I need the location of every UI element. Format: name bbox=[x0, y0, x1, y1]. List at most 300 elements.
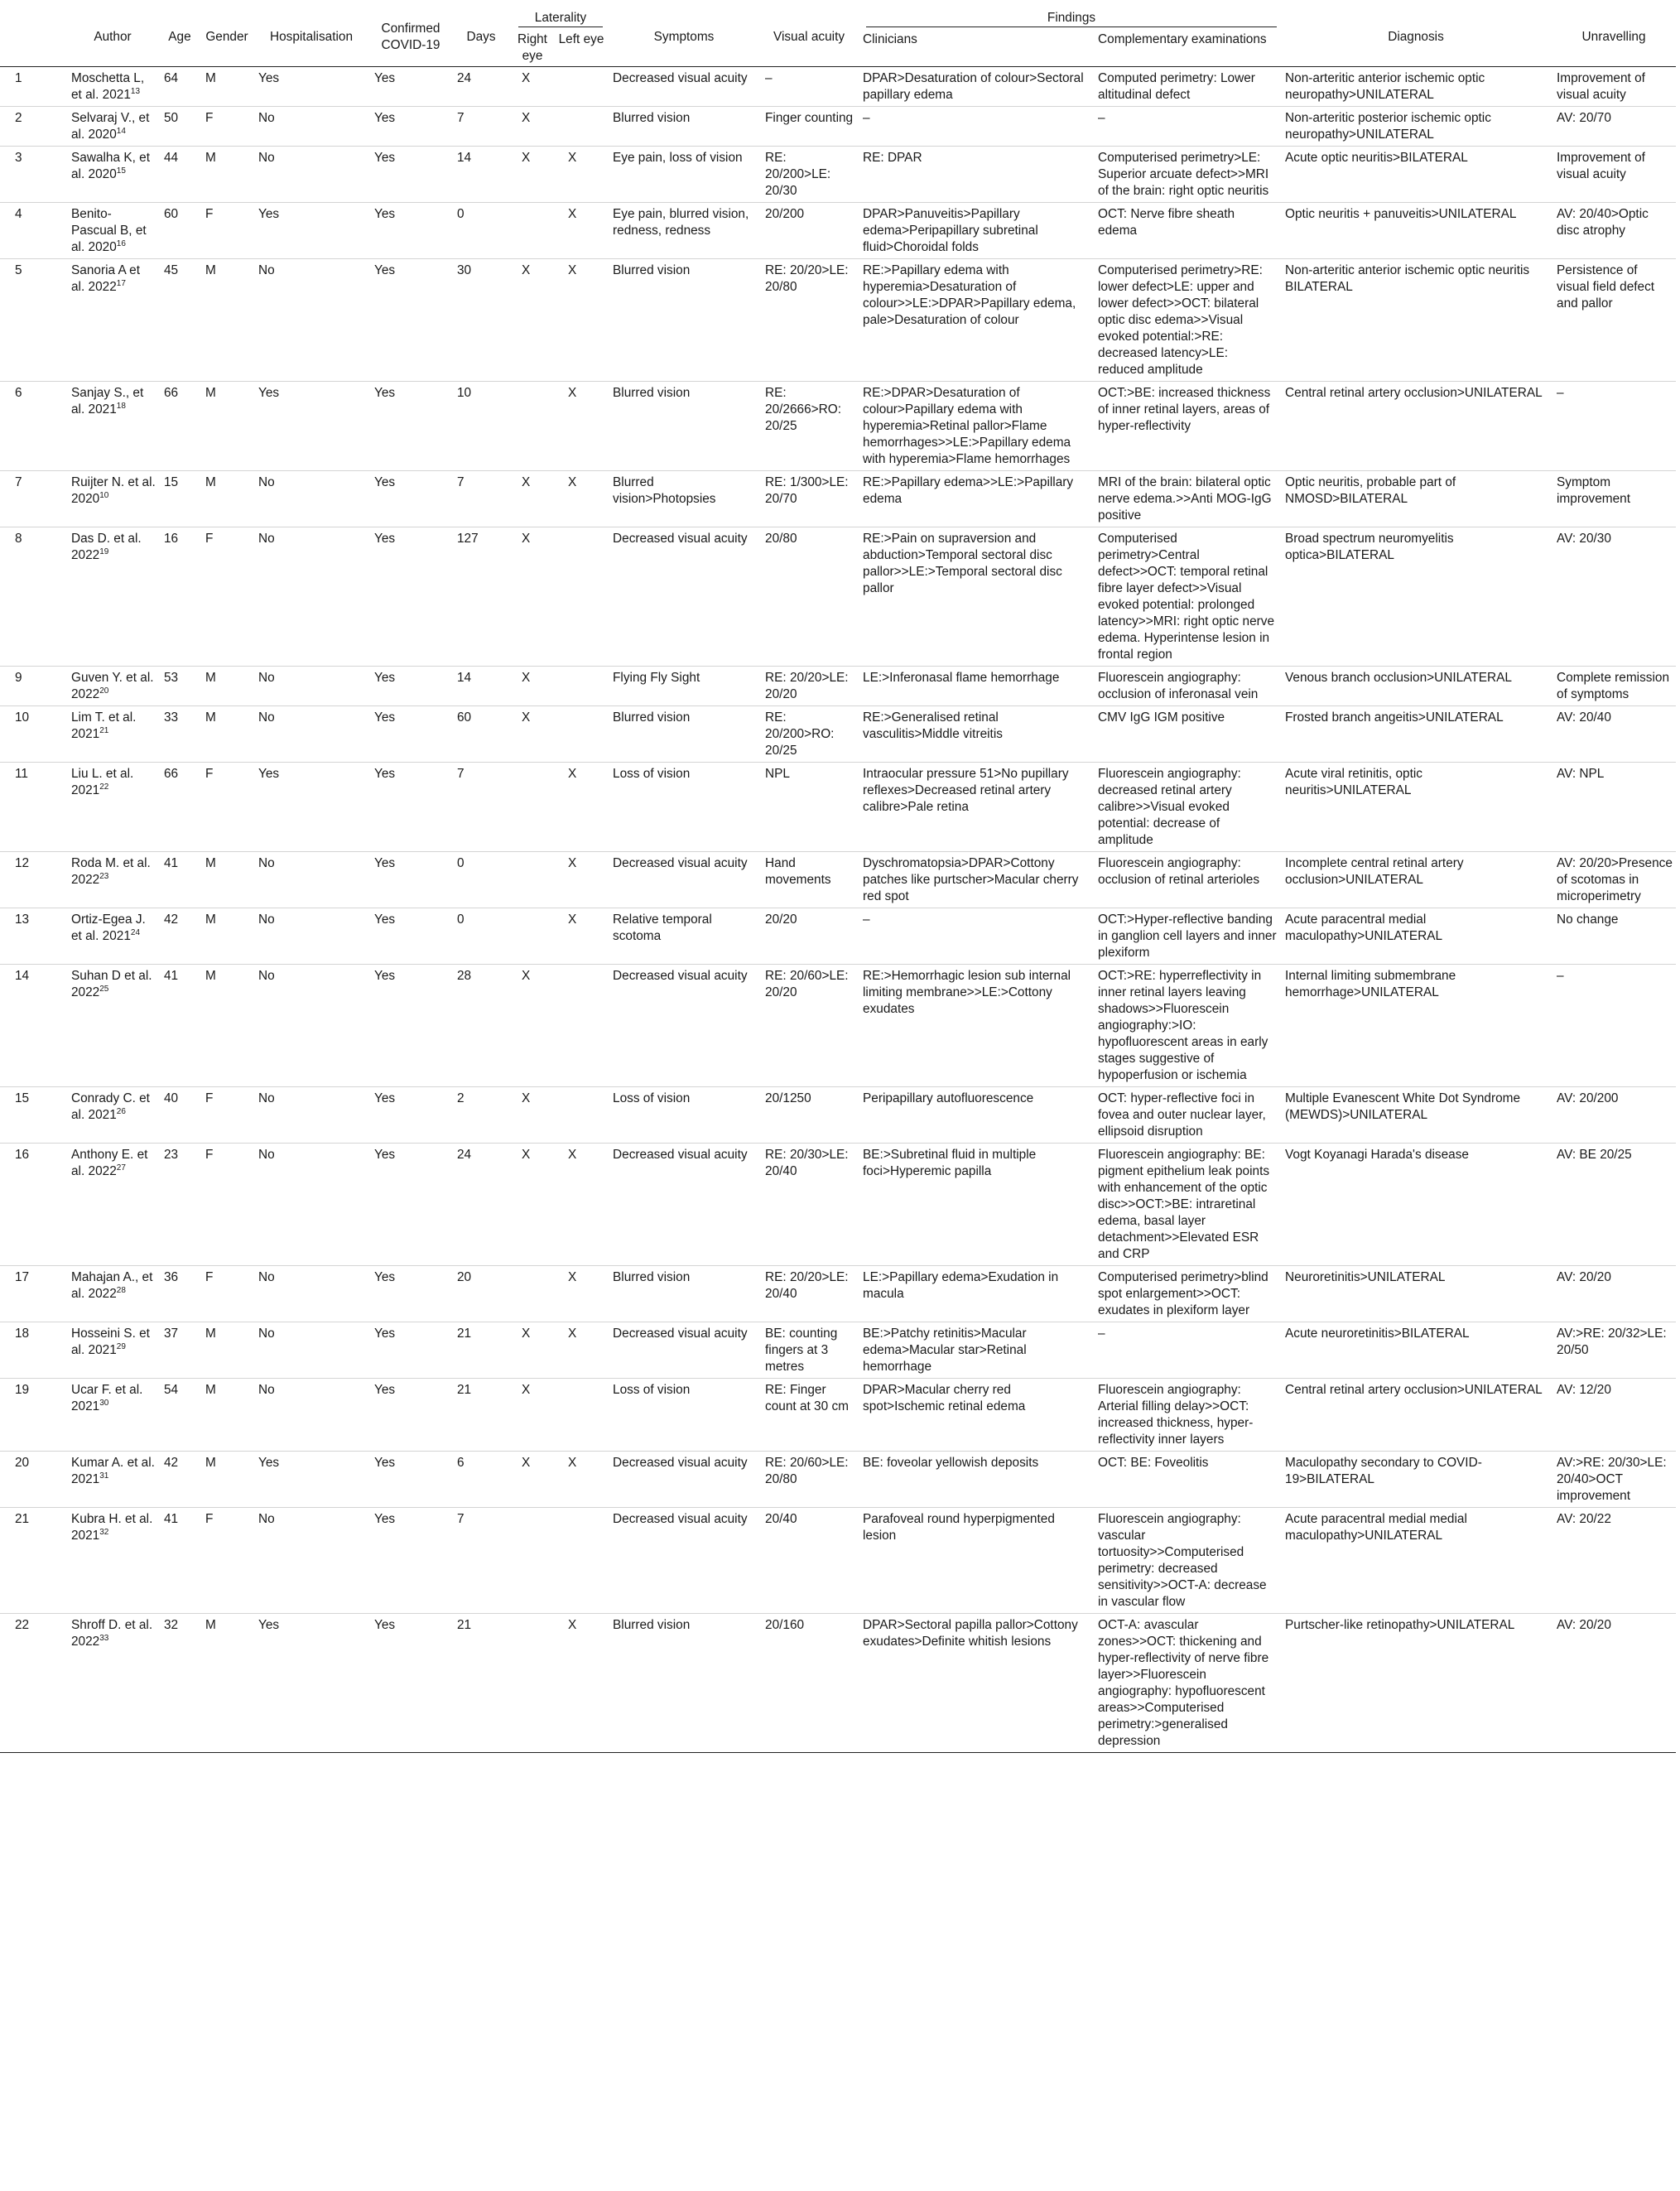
clinicians-cell: DPAR>Macular cherry red spot>Ischemic retinal edema bbox=[863, 1383, 1026, 1413]
right-eye-cell bbox=[510, 1087, 556, 1144]
table-row bbox=[0, 1379, 1676, 1452]
days-cell: 7 bbox=[457, 111, 465, 125]
left-eye-cell bbox=[556, 908, 608, 965]
row-number: 17 bbox=[15, 1270, 30, 1284]
hospitalisation-cell: No bbox=[258, 1512, 275, 1526]
days-cell: 28 bbox=[457, 969, 472, 983]
left-eye-cell bbox=[556, 1322, 608, 1379]
visual-acuity-cell: 20/200 bbox=[765, 207, 805, 221]
confirmed-covid-cell: Yes bbox=[374, 1270, 396, 1284]
right-eye-cell bbox=[510, 965, 556, 1087]
row-number: 3 bbox=[15, 151, 22, 165]
unravelling-cell: Persistence of visual field defect and pallor bbox=[1557, 263, 1655, 311]
confirmed-covid-cell: Yes bbox=[374, 1618, 396, 1632]
days-cell: 20 bbox=[457, 1270, 472, 1284]
header-symptoms: Symptoms bbox=[653, 30, 715, 44]
table-header bbox=[0, 8, 1676, 67]
diagnosis-cell: Central retinal artery occlusion>UNILATERAL bbox=[1285, 386, 1543, 400]
right-eye-cell bbox=[510, 147, 556, 203]
unravelling-cell: AV: 20/22 bbox=[1557, 1512, 1611, 1526]
age-cell: 42 bbox=[164, 1456, 179, 1470]
visual-acuity-cell: RE: Finger count at 30 cm bbox=[765, 1383, 849, 1413]
symptoms-cell: Loss of vision bbox=[613, 1383, 691, 1397]
diagnosis-cell: Optic neuritis + panuveitis>UNILATERAL bbox=[1285, 207, 1517, 221]
symptoms-cell: Eye pain, loss of vision bbox=[613, 151, 743, 165]
symptoms-cell: Eye pain, blurred vision, redness, redness bbox=[613, 207, 749, 238]
unravelling-cell: Improvement of visual acuity bbox=[1557, 151, 1645, 181]
header-right-eye: Right eye bbox=[517, 32, 547, 63]
confirmed-covid-cell: Yes bbox=[374, 710, 396, 725]
table-row bbox=[0, 203, 1676, 259]
reference-number: 21 bbox=[99, 725, 109, 735]
left-eye-cell bbox=[556, 1144, 608, 1266]
confirmed-covid-cell: Yes bbox=[374, 532, 396, 546]
visual-acuity-cell: RE: 20/60>LE: 20/20 bbox=[765, 969, 849, 999]
symptoms-cell: Decreased visual acuity bbox=[613, 71, 748, 85]
unravelling-cell: AV: 20/40>Optic disc atrophy bbox=[1557, 207, 1649, 238]
unravelling-cell: AV: BE 20/25 bbox=[1557, 1148, 1632, 1162]
clinicians-cell: RE:>Hemorrhagic lesion sub internal limiting membrane>>LE:>Cottony exudates bbox=[863, 969, 1071, 1016]
hospitalisation-cell: No bbox=[258, 1091, 275, 1105]
author-cell bbox=[66, 382, 159, 471]
hospitalisation-cell: No bbox=[258, 1270, 275, 1284]
age-cell: 32 bbox=[164, 1618, 179, 1632]
table-row bbox=[0, 1144, 1676, 1266]
hospitalisation-cell: No bbox=[258, 475, 275, 489]
diagnosis-cell: Vogt Koyanagi Harada's disease bbox=[1285, 1148, 1469, 1162]
gender-cell: M bbox=[205, 1456, 216, 1470]
days-cell: 0 bbox=[457, 856, 465, 870]
days-cell: 60 bbox=[457, 710, 472, 725]
table-row bbox=[0, 908, 1676, 965]
visual-acuity-cell: RE: 20/30>LE: 20/40 bbox=[765, 1148, 849, 1178]
diagnosis-cell: Acute paracentral medial maculopathy>UNILATERAL bbox=[1285, 913, 1443, 943]
complementary-cell: Fluorescein angiography: Arterial filling delay>>OCT: increased thickness, hyper-reflectivity inner layers bbox=[1098, 1383, 1254, 1447]
visual-acuity-cell: RE: 20/60>LE: 20/80 bbox=[765, 1456, 849, 1486]
symptoms-cell: Loss of vision bbox=[613, 1091, 691, 1105]
laterality-mark: X bbox=[568, 386, 577, 400]
diagnosis-cell: Acute viral retinitis, optic neuritis>UNILATERAL bbox=[1285, 767, 1422, 797]
gender-cell: M bbox=[205, 1618, 216, 1632]
age-cell: 41 bbox=[164, 856, 179, 870]
author-name: Kubra H. et al. 2021 bbox=[71, 1512, 153, 1543]
clinicians-cell: BE: foveolar yellowish deposits bbox=[863, 1456, 1039, 1470]
author-name: Hosseini S. et al. 2021 bbox=[71, 1327, 150, 1357]
age-cell: 36 bbox=[164, 1270, 179, 1284]
visual-acuity-cell: BE: counting fingers at 3 metres bbox=[765, 1327, 838, 1374]
diagnosis-cell: Frosted branch angeitis>UNILATERAL bbox=[1285, 710, 1504, 725]
unravelling-cell: Improvement of visual acuity bbox=[1557, 71, 1645, 102]
reference-number: 28 bbox=[116, 1285, 126, 1295]
author-cell bbox=[66, 1087, 159, 1144]
row-number: 4 bbox=[15, 207, 22, 221]
unravelling-cell: AV: NPL bbox=[1557, 767, 1605, 781]
complementary-cell: Computerised perimetry>RE: lower defect>LE: upper and lower defect>>OCT: bilateral optic disc edema>>Visual evoked potential:>RE: decreased latency>LE: reduced amplitude bbox=[1098, 263, 1263, 377]
reference-number: 25 bbox=[99, 984, 109, 994]
diagnosis-cell: Incomplete central retinal artery occlusion>UNILATERAL bbox=[1285, 856, 1464, 887]
confirmed-covid-cell: Yes bbox=[374, 1327, 396, 1341]
author-name: Ortiz-Egea J. et al. 2021 bbox=[71, 913, 146, 943]
left-eye-cell bbox=[556, 852, 608, 908]
row-number: 12 bbox=[15, 856, 30, 870]
row-number: 1 bbox=[15, 71, 22, 85]
laterality-mark: X bbox=[522, 263, 531, 277]
author-cell bbox=[66, 259, 159, 382]
diagnosis-cell: Acute optic neuritis>BILATERAL bbox=[1285, 151, 1468, 165]
complementary-cell: OCT: BE: Foveolitis bbox=[1098, 1456, 1209, 1470]
right-eye-cell bbox=[510, 107, 556, 147]
author-name: Anthony E. et al. 2022 bbox=[71, 1148, 148, 1178]
header-unravelling: Unravelling bbox=[1581, 30, 1646, 44]
table-row bbox=[0, 965, 1676, 1087]
header-complementary: Complementary examinations bbox=[1098, 32, 1267, 46]
author-name: Ucar F. et al. 2021 bbox=[71, 1383, 143, 1413]
row-number: 18 bbox=[15, 1327, 30, 1341]
diagnosis-cell: Non-arteritic anterior ischemic optic neuropathy>UNILATERAL bbox=[1285, 71, 1485, 102]
hospitalisation-cell: No bbox=[258, 1327, 275, 1341]
days-cell: 0 bbox=[457, 207, 465, 221]
header-findings-label: Findings bbox=[866, 10, 1277, 27]
reference-number: 13 bbox=[130, 86, 141, 96]
clinicians-cell: Dyschromatopsia>DPAR>Cottony patches like purtscher>Macular cherry red spot bbox=[863, 856, 1079, 903]
reference-number: 22 bbox=[99, 782, 109, 792]
age-cell: 53 bbox=[164, 671, 179, 685]
laterality-mark: X bbox=[522, 1148, 531, 1162]
clinicians-cell: DPAR>Desaturation of colour>Sectoral papillary edema bbox=[863, 71, 1084, 102]
diagnosis-cell: Maculopathy secondary to COVID-19>BILATERAL bbox=[1285, 1456, 1482, 1486]
right-eye-cell bbox=[510, 203, 556, 259]
confirmed-covid-cell: Yes bbox=[374, 1512, 396, 1526]
row-number: 7 bbox=[15, 475, 22, 489]
visual-acuity-cell: 20/80 bbox=[765, 532, 797, 546]
days-cell: 24 bbox=[457, 71, 472, 85]
days-cell: 21 bbox=[457, 1383, 472, 1397]
hospitalisation-cell: Yes bbox=[258, 1456, 280, 1470]
symptoms-cell: Blurred vision bbox=[613, 111, 691, 125]
hospitalisation-cell: No bbox=[258, 1148, 275, 1162]
left-eye-cell bbox=[556, 67, 608, 107]
age-cell: 64 bbox=[164, 71, 179, 85]
laterality-mark: X bbox=[522, 969, 531, 983]
visual-acuity-cell: – bbox=[765, 71, 773, 85]
gender-cell: F bbox=[205, 767, 214, 781]
author-cell bbox=[66, 908, 159, 965]
age-cell: 66 bbox=[164, 386, 179, 400]
header-age: Age bbox=[168, 30, 191, 44]
author-name: Benito-Pascual B, et al. 2020 bbox=[71, 207, 147, 254]
row-number: 22 bbox=[15, 1618, 30, 1632]
author-name: Guven Y. et al. 2022 bbox=[71, 671, 154, 701]
table-row bbox=[0, 527, 1676, 667]
left-eye-cell bbox=[556, 1087, 608, 1144]
hospitalisation-cell: No bbox=[258, 111, 275, 125]
days-cell: 14 bbox=[457, 671, 472, 685]
diagnosis-cell: Multiple Evanescent White Dot Syndrome (MEWDS)>UNILATERAL bbox=[1285, 1091, 1521, 1122]
right-eye-cell bbox=[510, 1508, 556, 1614]
author-name: Shroff D. et al. 2022 bbox=[71, 1618, 153, 1649]
row-number: 13 bbox=[15, 913, 30, 927]
days-cell: 2 bbox=[457, 1091, 465, 1105]
hospitalisation-cell: Yes bbox=[258, 767, 280, 781]
left-eye-cell bbox=[556, 107, 608, 147]
clinicians-cell: RE:>Papillary edema>>LE:>Papillary edema bbox=[863, 475, 1074, 506]
days-cell: 21 bbox=[457, 1618, 472, 1632]
right-eye-cell bbox=[510, 1379, 556, 1452]
visual-acuity-cell: RE: 20/20>LE: 20/20 bbox=[765, 671, 849, 701]
right-eye-cell bbox=[510, 706, 556, 763]
reference-number: 20 bbox=[99, 686, 109, 696]
right-eye-cell bbox=[510, 67, 556, 107]
table-body bbox=[0, 67, 1676, 1753]
right-eye-cell bbox=[510, 1144, 556, 1266]
visual-acuity-cell: Finger counting bbox=[765, 111, 854, 125]
author-cell bbox=[66, 763, 159, 852]
symptoms-cell: Decreased visual acuity bbox=[613, 532, 748, 546]
row-number: 8 bbox=[15, 532, 22, 546]
complementary-cell: – bbox=[1098, 1327, 1105, 1341]
clinicians-cell: BE:>Patchy retinitis>Macular edema>Macular star>Retinal hemorrhage bbox=[863, 1327, 1027, 1374]
confirmed-covid-cell: Yes bbox=[374, 111, 396, 125]
hospitalisation-cell: No bbox=[258, 710, 275, 725]
row-number: 2 bbox=[15, 111, 22, 125]
table-row bbox=[0, 706, 1676, 763]
header-left-eye: Left eye bbox=[558, 32, 604, 46]
reference-number: 14 bbox=[116, 126, 126, 136]
laterality-mark: X bbox=[568, 151, 577, 165]
table-row bbox=[0, 1452, 1676, 1508]
clinicians-cell: – bbox=[863, 111, 870, 125]
unravelling-cell: AV: 20/20 bbox=[1557, 1618, 1611, 1632]
age-cell: 23 bbox=[164, 1148, 179, 1162]
diagnosis-cell: Acute paracentral medial medial maculopathy>UNILATERAL bbox=[1285, 1512, 1467, 1543]
complementary-cell: Fluorescein angiography: BE: pigment epithelium leak points with enhancement of the optic disc>>OCT:>BE: intraretinal edema, basal layer detachment>>Elevated ESR and CRP bbox=[1098, 1148, 1270, 1261]
complementary-cell: OCT:>RE: hyperreflectivity in inner retinal layers leaving shadows>>Fluorescein angiography:>IO: hypofluorescent areas in early stages suggestive of hypoperfusion or ischemia bbox=[1098, 969, 1268, 1082]
left-eye-cell bbox=[556, 203, 608, 259]
header-laterality bbox=[510, 8, 608, 30]
reference-number: 17 bbox=[116, 278, 126, 288]
visual-acuity-cell: RE: 20/20>LE: 20/40 bbox=[765, 1270, 849, 1301]
gender-cell: M bbox=[205, 671, 216, 685]
days-cell: 0 bbox=[457, 913, 465, 927]
symptoms-cell: Decreased visual acuity bbox=[613, 1456, 748, 1470]
reference-number: 10 bbox=[99, 490, 109, 500]
table-row bbox=[0, 763, 1676, 852]
author-cell bbox=[66, 147, 159, 203]
age-cell: 50 bbox=[164, 111, 179, 125]
left-eye-cell bbox=[556, 667, 608, 706]
complementary-cell: Computerised perimetry>Central defect>>OCT: temporal retinal fibre layer defect>>Visual evoked potential: prolonged latency>>MRI: right optic nerve edema. Hyperintense lesion in frontal region bbox=[1098, 532, 1275, 662]
diagnosis-cell: Non-arteritic posterior ischemic optic neuropathy>UNILATERAL bbox=[1285, 111, 1491, 142]
clinicians-cell: BE:>Subretinal fluid in multiple foci>Hyperemic papilla bbox=[863, 1148, 1037, 1178]
unravelling-cell: – bbox=[1557, 386, 1564, 400]
header-diagnosis: Diagnosis bbox=[1388, 30, 1444, 44]
diagnosis-cell: Acute neuroretinitis>BILATERAL bbox=[1285, 1327, 1470, 1341]
complementary-cell: OCT: hyper-reflective foci in fovea and outer nuclear layer, ellipsoid disruption bbox=[1098, 1091, 1266, 1139]
reference-number: 27 bbox=[116, 1163, 126, 1173]
header-author: Author bbox=[94, 30, 132, 44]
gender-cell: M bbox=[205, 475, 216, 489]
author-name: Sanoria A et al. 2022 bbox=[71, 263, 141, 294]
clinicians-cell: RE:>Papillary edema with hyperemia>Desaturation of colour>>LE:>DPAR>Papillary edema, pale>Desaturation of colour bbox=[863, 263, 1076, 327]
unravelling-cell: No change bbox=[1557, 913, 1619, 927]
confirmed-covid-cell: Yes bbox=[374, 1456, 396, 1470]
complementary-cell: Computed perimetry: Lower altitudinal defect bbox=[1098, 71, 1255, 102]
table-row bbox=[0, 667, 1676, 706]
diagnosis-cell: Neuroretinitis>UNILATERAL bbox=[1285, 1270, 1446, 1284]
gender-cell: M bbox=[205, 386, 216, 400]
clinicians-cell: – bbox=[863, 913, 870, 927]
complementary-cell: Computerised perimetry>blind spot enlargement>>OCT: exudates in plexiform layer bbox=[1098, 1270, 1268, 1317]
right-eye-cell bbox=[510, 527, 556, 667]
author-cell bbox=[66, 965, 159, 1087]
age-cell: 44 bbox=[164, 151, 179, 165]
unravelling-cell: – bbox=[1557, 969, 1564, 983]
symptoms-cell: Decreased visual acuity bbox=[613, 1512, 748, 1526]
header-visual-acuity: Visual acuity bbox=[773, 30, 845, 44]
age-cell: 42 bbox=[164, 913, 179, 927]
laterality-mark: X bbox=[568, 207, 577, 221]
hospitalisation-cell: No bbox=[258, 856, 275, 870]
laterality-mark: X bbox=[522, 710, 531, 725]
confirmed-covid-cell: Yes bbox=[374, 151, 396, 165]
header-gender: Gender bbox=[205, 30, 248, 44]
symptoms-cell: Relative temporal scotoma bbox=[613, 913, 712, 943]
days-cell: 6 bbox=[457, 1456, 465, 1470]
gender-cell: M bbox=[205, 710, 216, 725]
symptoms-cell: Decreased visual acuity bbox=[613, 1327, 748, 1341]
age-cell: 33 bbox=[164, 710, 179, 725]
reference-number: 23 bbox=[99, 871, 109, 881]
hospitalisation-cell: Yes bbox=[258, 386, 280, 400]
gender-cell: F bbox=[205, 1091, 214, 1105]
age-cell: 60 bbox=[164, 207, 179, 221]
visual-acuity-cell: Hand movements bbox=[765, 856, 831, 887]
symptoms-cell: Blurred vision>Photopsies bbox=[613, 475, 716, 506]
laterality-mark: X bbox=[522, 671, 531, 685]
confirmed-covid-cell: Yes bbox=[374, 671, 396, 685]
right-eye-cell bbox=[510, 259, 556, 382]
right-eye-cell bbox=[510, 1614, 556, 1753]
diagnosis-cell: Venous branch occlusion>UNILATERAL bbox=[1285, 671, 1512, 685]
confirmed-covid-cell: Yes bbox=[374, 475, 396, 489]
diagnosis-cell: Optic neuritis, probable part of NMOSD>BILATERAL bbox=[1285, 475, 1456, 506]
gender-cell: F bbox=[205, 207, 214, 221]
symptoms-cell: Decreased visual acuity bbox=[613, 856, 748, 870]
laterality-mark: X bbox=[568, 475, 577, 489]
author-cell bbox=[66, 852, 159, 908]
laterality-mark: X bbox=[522, 111, 531, 125]
laterality-mark: X bbox=[568, 1148, 577, 1162]
right-eye-cell bbox=[510, 1322, 556, 1379]
author-cell bbox=[66, 107, 159, 147]
table-row bbox=[0, 471, 1676, 527]
right-eye-cell bbox=[510, 471, 556, 527]
confirmed-covid-cell: Yes bbox=[374, 263, 396, 277]
left-eye-cell bbox=[556, 382, 608, 471]
clinicians-cell: Parafoveal round hyperpigmented lesion bbox=[863, 1512, 1055, 1543]
hospitalisation-cell: No bbox=[258, 671, 275, 685]
header-confirmed-covid: Confirmed COVID-19 bbox=[381, 22, 440, 52]
complementary-cell: Fluorescein angiography: decreased retinal artery calibre>>Visual evoked potential: decrease of amplitude bbox=[1098, 767, 1241, 847]
laterality-mark: X bbox=[522, 1456, 531, 1470]
laterality-mark: X bbox=[568, 1456, 577, 1470]
author-cell bbox=[66, 1614, 159, 1753]
gender-cell: M bbox=[205, 856, 216, 870]
laterality-mark: X bbox=[522, 1327, 531, 1341]
gender-cell: M bbox=[205, 1327, 216, 1341]
visual-acuity-cell: 20/1250 bbox=[765, 1091, 811, 1105]
left-eye-cell bbox=[556, 259, 608, 382]
confirmed-covid-cell: Yes bbox=[374, 1148, 396, 1162]
diagnosis-cell: Non-arteritic anterior ischemic optic neuritis BILATERAL bbox=[1285, 263, 1530, 294]
visual-acuity-cell: RE: 20/200>RO: 20/25 bbox=[765, 710, 835, 758]
age-cell: 45 bbox=[164, 263, 179, 277]
table-row bbox=[0, 147, 1676, 203]
hospitalisation-cell: No bbox=[258, 913, 275, 927]
symptoms-cell: Decreased visual acuity bbox=[613, 969, 748, 983]
row-number: 16 bbox=[15, 1148, 30, 1162]
author-name: Lim T. et al. 2021 bbox=[71, 710, 137, 741]
header-findings bbox=[858, 8, 1280, 30]
author-name: Liu L. et al. 2021 bbox=[71, 767, 134, 797]
days-cell: 14 bbox=[457, 151, 472, 165]
complementary-cell: OCT:>BE: increased thickness of inner retinal layers, areas of hyper-reflectivity bbox=[1098, 386, 1271, 433]
unravelling-cell: AV: 20/20 bbox=[1557, 1270, 1611, 1284]
table-row bbox=[0, 852, 1676, 908]
laterality-mark: X bbox=[568, 1270, 577, 1284]
reference-number: 31 bbox=[99, 1471, 109, 1481]
confirmed-covid-cell: Yes bbox=[374, 71, 396, 85]
complementary-cell: OCT: Nerve fibre sheath edema bbox=[1098, 207, 1235, 238]
symptoms-cell: Blurred vision bbox=[613, 263, 691, 277]
confirmed-covid-cell: Yes bbox=[374, 386, 396, 400]
clinicians-cell: RE:>Generalised retinal vasculitis>Middle vitreitis bbox=[863, 710, 1003, 741]
unravelling-cell: Complete remission of symptoms bbox=[1557, 671, 1670, 701]
right-eye-cell bbox=[510, 667, 556, 706]
hospitalisation-cell: No bbox=[258, 969, 275, 983]
laterality-mark: X bbox=[568, 767, 577, 781]
gender-cell: F bbox=[205, 532, 214, 546]
left-eye-cell bbox=[556, 147, 608, 203]
days-cell: 24 bbox=[457, 1148, 472, 1162]
clinicians-cell: LE:>Inferonasal flame hemorrhage bbox=[863, 671, 1060, 685]
header-clinicians: Clinicians bbox=[863, 32, 917, 46]
clinicians-cell: RE:>DPAR>Desaturation of colour>Papillary edema with hyperemia>Retinal pallor>Flame hemorrhages>>LE:>Papillary edema with hyperemia>Flame hemorrhages bbox=[863, 386, 1071, 466]
gender-cell: M bbox=[205, 71, 216, 85]
complementary-cell: CMV IgG IGM positive bbox=[1098, 710, 1225, 725]
row-number: 6 bbox=[15, 386, 22, 400]
visual-acuity-cell: 20/40 bbox=[765, 1512, 797, 1526]
left-eye-cell bbox=[556, 763, 608, 852]
reference-number: 29 bbox=[116, 1341, 126, 1351]
visual-acuity-cell: RE: 1/300>LE: 20/70 bbox=[765, 475, 849, 506]
hospitalisation-cell: No bbox=[258, 1383, 275, 1397]
author-cell bbox=[66, 471, 159, 527]
gender-cell: M bbox=[205, 1383, 216, 1397]
header-laterality-label: Laterality bbox=[518, 10, 603, 27]
symptoms-cell: Loss of vision bbox=[613, 767, 691, 781]
author-cell bbox=[66, 1266, 159, 1322]
laterality-mark: X bbox=[568, 263, 577, 277]
table-row bbox=[0, 1266, 1676, 1322]
days-cell: 21 bbox=[457, 1327, 472, 1341]
author-name: Moschetta L, et al. 2021 bbox=[71, 71, 145, 102]
table-row bbox=[0, 1087, 1676, 1144]
author-name: Conrady C. et al. 2021 bbox=[71, 1091, 150, 1122]
author-cell bbox=[66, 706, 159, 763]
author-name: Roda M. et al. 2022 bbox=[71, 856, 151, 887]
author-cell bbox=[66, 527, 159, 667]
